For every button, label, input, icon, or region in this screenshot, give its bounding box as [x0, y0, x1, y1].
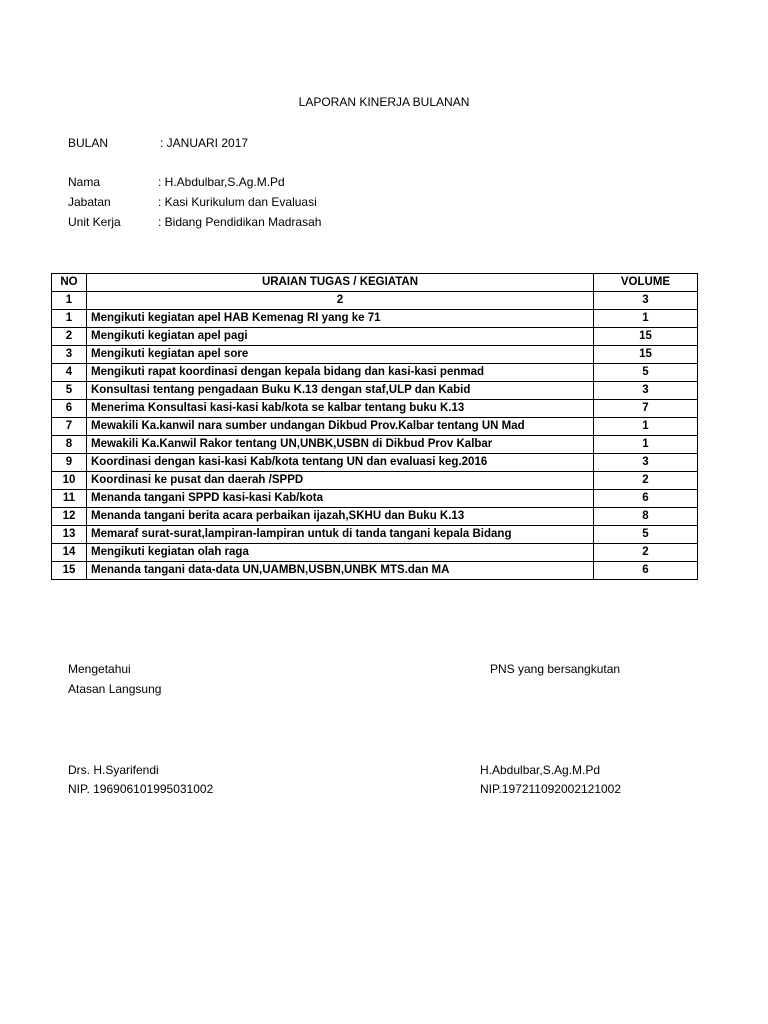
- table-row: [52, 544, 698, 562]
- table-row: [52, 454, 698, 472]
- row-task: Koordinasi ke pusat dan daerah /SPPD: [87, 472, 594, 490]
- activity-table: [51, 273, 698, 580]
- unit-kerja-value: : Bidang Pendidikan Madrasah: [158, 215, 322, 229]
- employee-nip: NIP.197211092002121002: [480, 782, 622, 796]
- table-row: [52, 382, 698, 400]
- row-task: Menerima Konsultasi kasi-kasi kab/kota se kalbar tentang buku K.13: [87, 400, 594, 418]
- row-volume: 6: [594, 562, 698, 580]
- atasan-label: Atasan Langsung: [68, 682, 162, 696]
- employee-name: H.Abdulbar,S.Ag.M.Pd: [480, 763, 601, 777]
- row-no: 15: [52, 562, 87, 580]
- column-number-volume: 3: [594, 292, 698, 310]
- row-no: 8: [52, 436, 87, 454]
- jabatan-label: Jabatan: [68, 195, 111, 209]
- row-volume: 1: [594, 436, 698, 454]
- row-no: 1: [52, 310, 87, 328]
- row-task: Mengikuti rapat koordinasi dengan kepala bidang dan kasi-kasi penmad: [87, 364, 594, 382]
- table-row: [52, 562, 698, 580]
- row-no: 10: [52, 472, 87, 490]
- row-no: 3: [52, 346, 87, 364]
- row-task: Mengikuti kegiatan olah raga: [87, 544, 594, 562]
- row-volume: 2: [594, 472, 698, 490]
- row-volume: 7: [594, 400, 698, 418]
- nama-value: : H.Abdulbar,S.Ag.M.Pd: [158, 175, 285, 189]
- row-no: 7: [52, 418, 87, 436]
- row-no: 9: [52, 454, 87, 472]
- row-task: Mengikuti kegiatan apel pagi: [87, 328, 594, 346]
- row-task: Menanda tangani berita acara perbaikan ijazah,SKHU dan Buku K.13: [87, 508, 594, 526]
- row-no: 6: [52, 400, 87, 418]
- table-row: [52, 436, 698, 454]
- row-volume: 15: [594, 346, 698, 364]
- row-volume: 1: [594, 310, 698, 328]
- row-task: Menanda tangani data-data UN,UAMBN,USBN,UNBK MTS.dan MA: [87, 562, 594, 580]
- row-task: Mewakili Ka.kanwil nara sumber undangan Dikbud Prov.Kalbar tentang UN Mad: [87, 418, 594, 436]
- unit-kerja-label: Unit Kerja: [68, 215, 121, 229]
- row-task: Konsultasi tentang pengadaan Buku K.13 dengan staf,ULP dan Kabid: [87, 382, 594, 400]
- header-task: URAIAN TUGAS / KEGIATAN: [87, 274, 594, 292]
- table-row: [52, 346, 698, 364]
- header-volume: VOLUME: [594, 274, 698, 292]
- table-row: [52, 526, 698, 544]
- row-task: Mengikuti kegiatan apel HAB Kemenag RI yang ke 71: [87, 310, 594, 328]
- jabatan-value: : Kasi Kurikulum dan Evaluasi: [158, 195, 317, 209]
- table-row: [52, 490, 698, 508]
- row-no: 14: [52, 544, 87, 562]
- row-volume: 6: [594, 490, 698, 508]
- supervisor-nip: NIP. 196906101995031002: [68, 782, 214, 796]
- table-row: [52, 508, 698, 526]
- column-number-task: 2: [87, 292, 594, 310]
- document-title: LAPORAN KINERJA BULANAN: [298, 95, 470, 109]
- table-header-row: [52, 274, 698, 292]
- row-no: 5: [52, 382, 87, 400]
- mengetahui-label: Mengetahui: [68, 662, 131, 676]
- column-number-no: 1: [52, 292, 87, 310]
- row-task: Mengikuti kegiatan apel sore: [87, 346, 594, 364]
- table-row: [52, 418, 698, 436]
- row-volume: 1: [594, 418, 698, 436]
- row-volume: 8: [594, 508, 698, 526]
- row-no: 4: [52, 364, 87, 382]
- table-row: [52, 472, 698, 490]
- row-no: 2: [52, 328, 87, 346]
- row-no: 13: [52, 526, 87, 544]
- header-no: NO: [52, 274, 87, 292]
- row-volume: 3: [594, 454, 698, 472]
- supervisor-name: Drs. H.Syarifendi: [68, 763, 159, 777]
- row-volume: 15: [594, 328, 698, 346]
- row-volume: 2: [594, 544, 698, 562]
- table-row: [52, 400, 698, 418]
- bulan-label: BULAN: [68, 136, 109, 150]
- nama-label: Nama: [68, 175, 101, 189]
- table-row: [52, 328, 698, 346]
- pns-label: PNS yang bersangkutan: [490, 662, 621, 676]
- column-number-row: [52, 292, 698, 310]
- row-volume: 5: [594, 364, 698, 382]
- table-row: [52, 364, 698, 382]
- row-task: Menanda tangani SPPD kasi-kasi Kab/kota: [87, 490, 594, 508]
- row-task: Mewakili Ka.Kanwil Rakor tentang UN,UNBK,USBN di Dikbud Prov Kalbar: [87, 436, 594, 454]
- bulan-value: : JANUARI 2017: [160, 136, 249, 150]
- row-no: 12: [52, 508, 87, 526]
- row-volume: 3: [594, 382, 698, 400]
- row-task: Memaraf surat-surat,lampiran-lampiran untuk di tanda tangani kepala Bidang: [87, 526, 594, 544]
- row-no: 11: [52, 490, 87, 508]
- row-volume: 5: [594, 526, 698, 544]
- table-row: [52, 310, 698, 328]
- row-task: Koordinasi dengan kasi-kasi Kab/kota tentang UN dan evaluasi keg.2016: [87, 454, 594, 472]
